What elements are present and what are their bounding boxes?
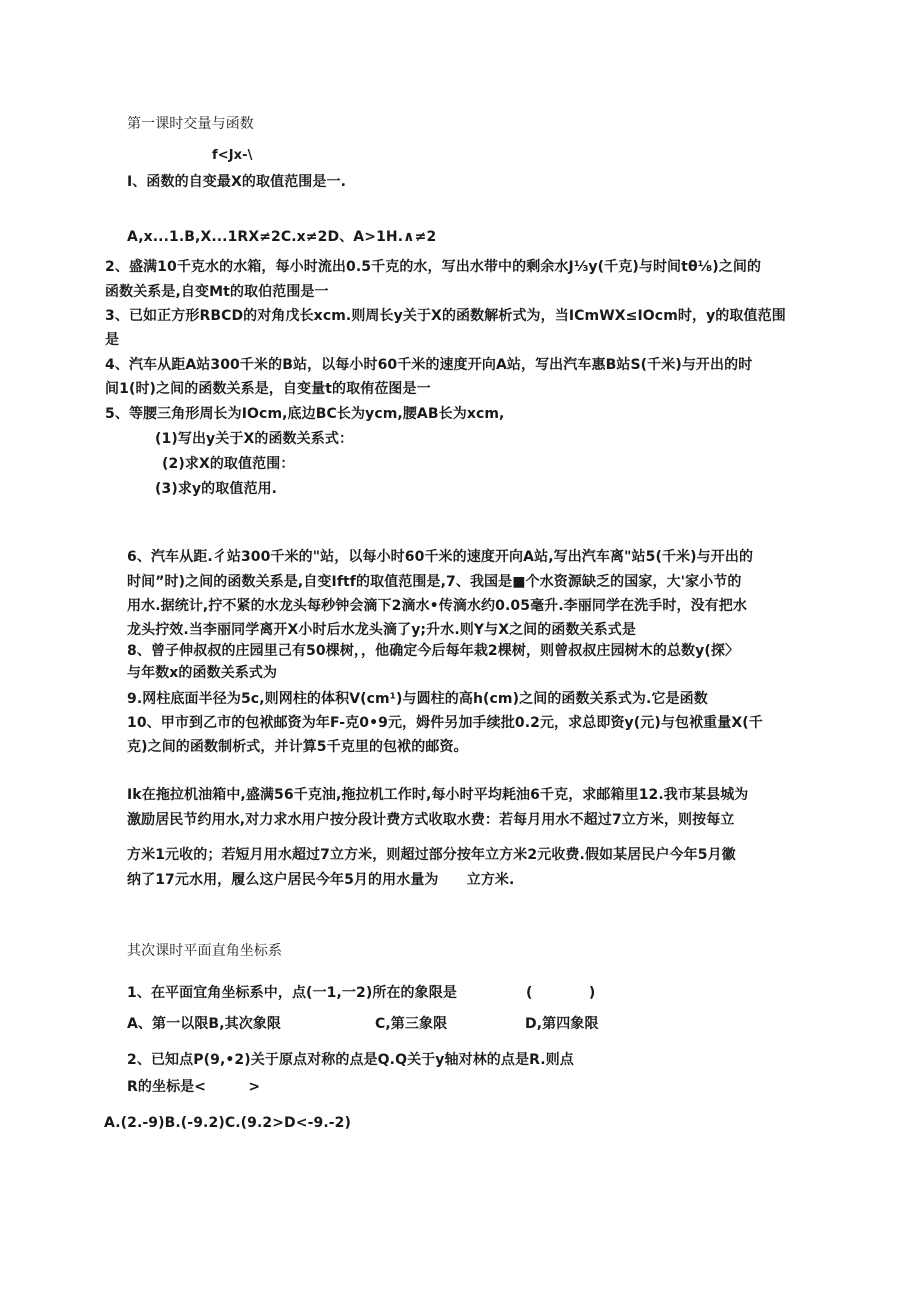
q5-sub1: (1)写出y关于X的函数关系式： — [155, 431, 354, 447]
q6-line3: 用水.据统计,拧不紧的水龙头每秒钟会滴下2滴水•传滴水约0.05毫升.李丽同学在洗手时，没有把水 — [127, 598, 747, 614]
section1-title: 第一课时交量与函数 — [127, 116, 254, 132]
q11-line3: 方米1元收的；若短月用水超过7立方米，则超过部分按年立方米2元收费.假如某居民户今年5月徽 — [127, 847, 736, 863]
q11-line2: 激励居民节约用水,对力求水用户按分段计费方式收取水费：若每月用水不超过7立方米，则按每立 — [127, 812, 735, 828]
q10-line2: 克)之间的函数制析式，并计算5千克里的包袱的邮资。 — [127, 739, 468, 755]
q3-line2: 是 — [105, 332, 120, 348]
q6-line4: 龙头拧效.当李丽同学离开X小时后水龙头滴了y;升水.则Y与X之间的函数关系式是 — [127, 622, 636, 638]
q6-line2: 时间”时)之间的函数关系是,自变Iftf的取值范围是,7、我国是■个水资源缺乏的国家，大'家小节的 — [127, 574, 742, 590]
s2-q1-option-d: D,第四象限 — [525, 1016, 599, 1032]
q2-line2: 函数关系是,自变Mt的取伯范围是一 — [105, 284, 329, 300]
q8-line1: 8、曾子伸叔叔的庄园里己有50棵树，，他确定今后每年栽2棵树，则曾叔叔庄园树木的总数y(探〉 — [127, 643, 740, 659]
q2-line1: 2、盛满10千克水的水箱，每小时流出0.5千克的水，写出水带中的剩余水J⅓y(千克)与时间tθ⅛)之间的 — [105, 259, 762, 275]
q3-line1: 3、已如正方形RBCD的对角戊长xcm.则周长y关于X的函数解析式为，当ICmWX≤IOcm时，y的取值范围 — [105, 308, 786, 324]
q5-sub2: (2)求X的取值范围： — [162, 456, 295, 472]
s2-q2-line2: R的坐标是< > — [127, 1079, 261, 1095]
q11-line4: 纳了17元水用，履么这户居民今年5月的用水量为 立方米. — [127, 872, 515, 888]
q11-line1: Ik在拖拉机油箱中,盛满56千克油,拖拉机工作时,每小时平均耗油6千克，求邮箱里12.我市某县城为 — [127, 787, 749, 803]
q1-formula-fragment: f<Jx-\ — [212, 148, 253, 163]
s2-q1-option-c: C,第三象限 — [375, 1016, 448, 1032]
s2-q1-answer-paren: ( ) — [526, 985, 596, 1001]
q6-line1: 6、汽车从距.彳站300千米的"站，以每小时60千米的速度开向A站,写出汽车离"站5(千米)与开出的 — [127, 549, 754, 565]
q10-line1: 10、甲市到乙市的包袱邮资为年F-克0•9元，姆件另加手续批0.2元，求总即资y(元)与包袱重量X(千 — [127, 715, 763, 731]
q4-line1: 4、汽车从距A站300千米的B站，以每小时60千米的速度开向A站，写出汽车惠B站S(千米)与开出的时 — [105, 357, 753, 373]
q5-sub3: (3)求y的取值范用. — [155, 481, 278, 497]
q1-options: A,x...1.B,X...1RX≠2C.x≠2D、A>1H.∧≠2 — [127, 229, 437, 245]
s2-q1-option-ab: A、第一以限B,其次象限 — [127, 1016, 282, 1032]
s2-q2-options: A.(2.-9)B.(-9.2)C.(9.2>D<-9.-2) — [104, 1115, 352, 1131]
q4-line2: 间1(时)之间的函数关系是，自变量t的取侑莅图是一 — [105, 381, 431, 397]
q9-line1: 9.网柱底面半径为5c,则网柱的体积V(cm¹)与圆柱的高h(cm)之间的函数关系式为.它是函数 — [127, 691, 708, 707]
q1-stem: I、函数的自变最X的取值范围是一. — [127, 174, 347, 190]
q5-stem: 5、等腰三角形周长为IOcm,底边BC长为ycm,腰AB长为xcm, — [105, 406, 505, 422]
q8-line2: 与年数x的函数关系式为 — [127, 665, 278, 681]
s2-q1-stem: 1、在平面宜角坐标系中，点(一1,一2)所在的象限是 — [127, 985, 457, 1001]
s2-q2-line1: 2、已知点P(9,•2)关于原点对称的点是Q.Q关于y轴对林的点是R.则点 — [127, 1052, 574, 1068]
section2-title: 其次课时平面直角坐标系 — [127, 943, 283, 959]
